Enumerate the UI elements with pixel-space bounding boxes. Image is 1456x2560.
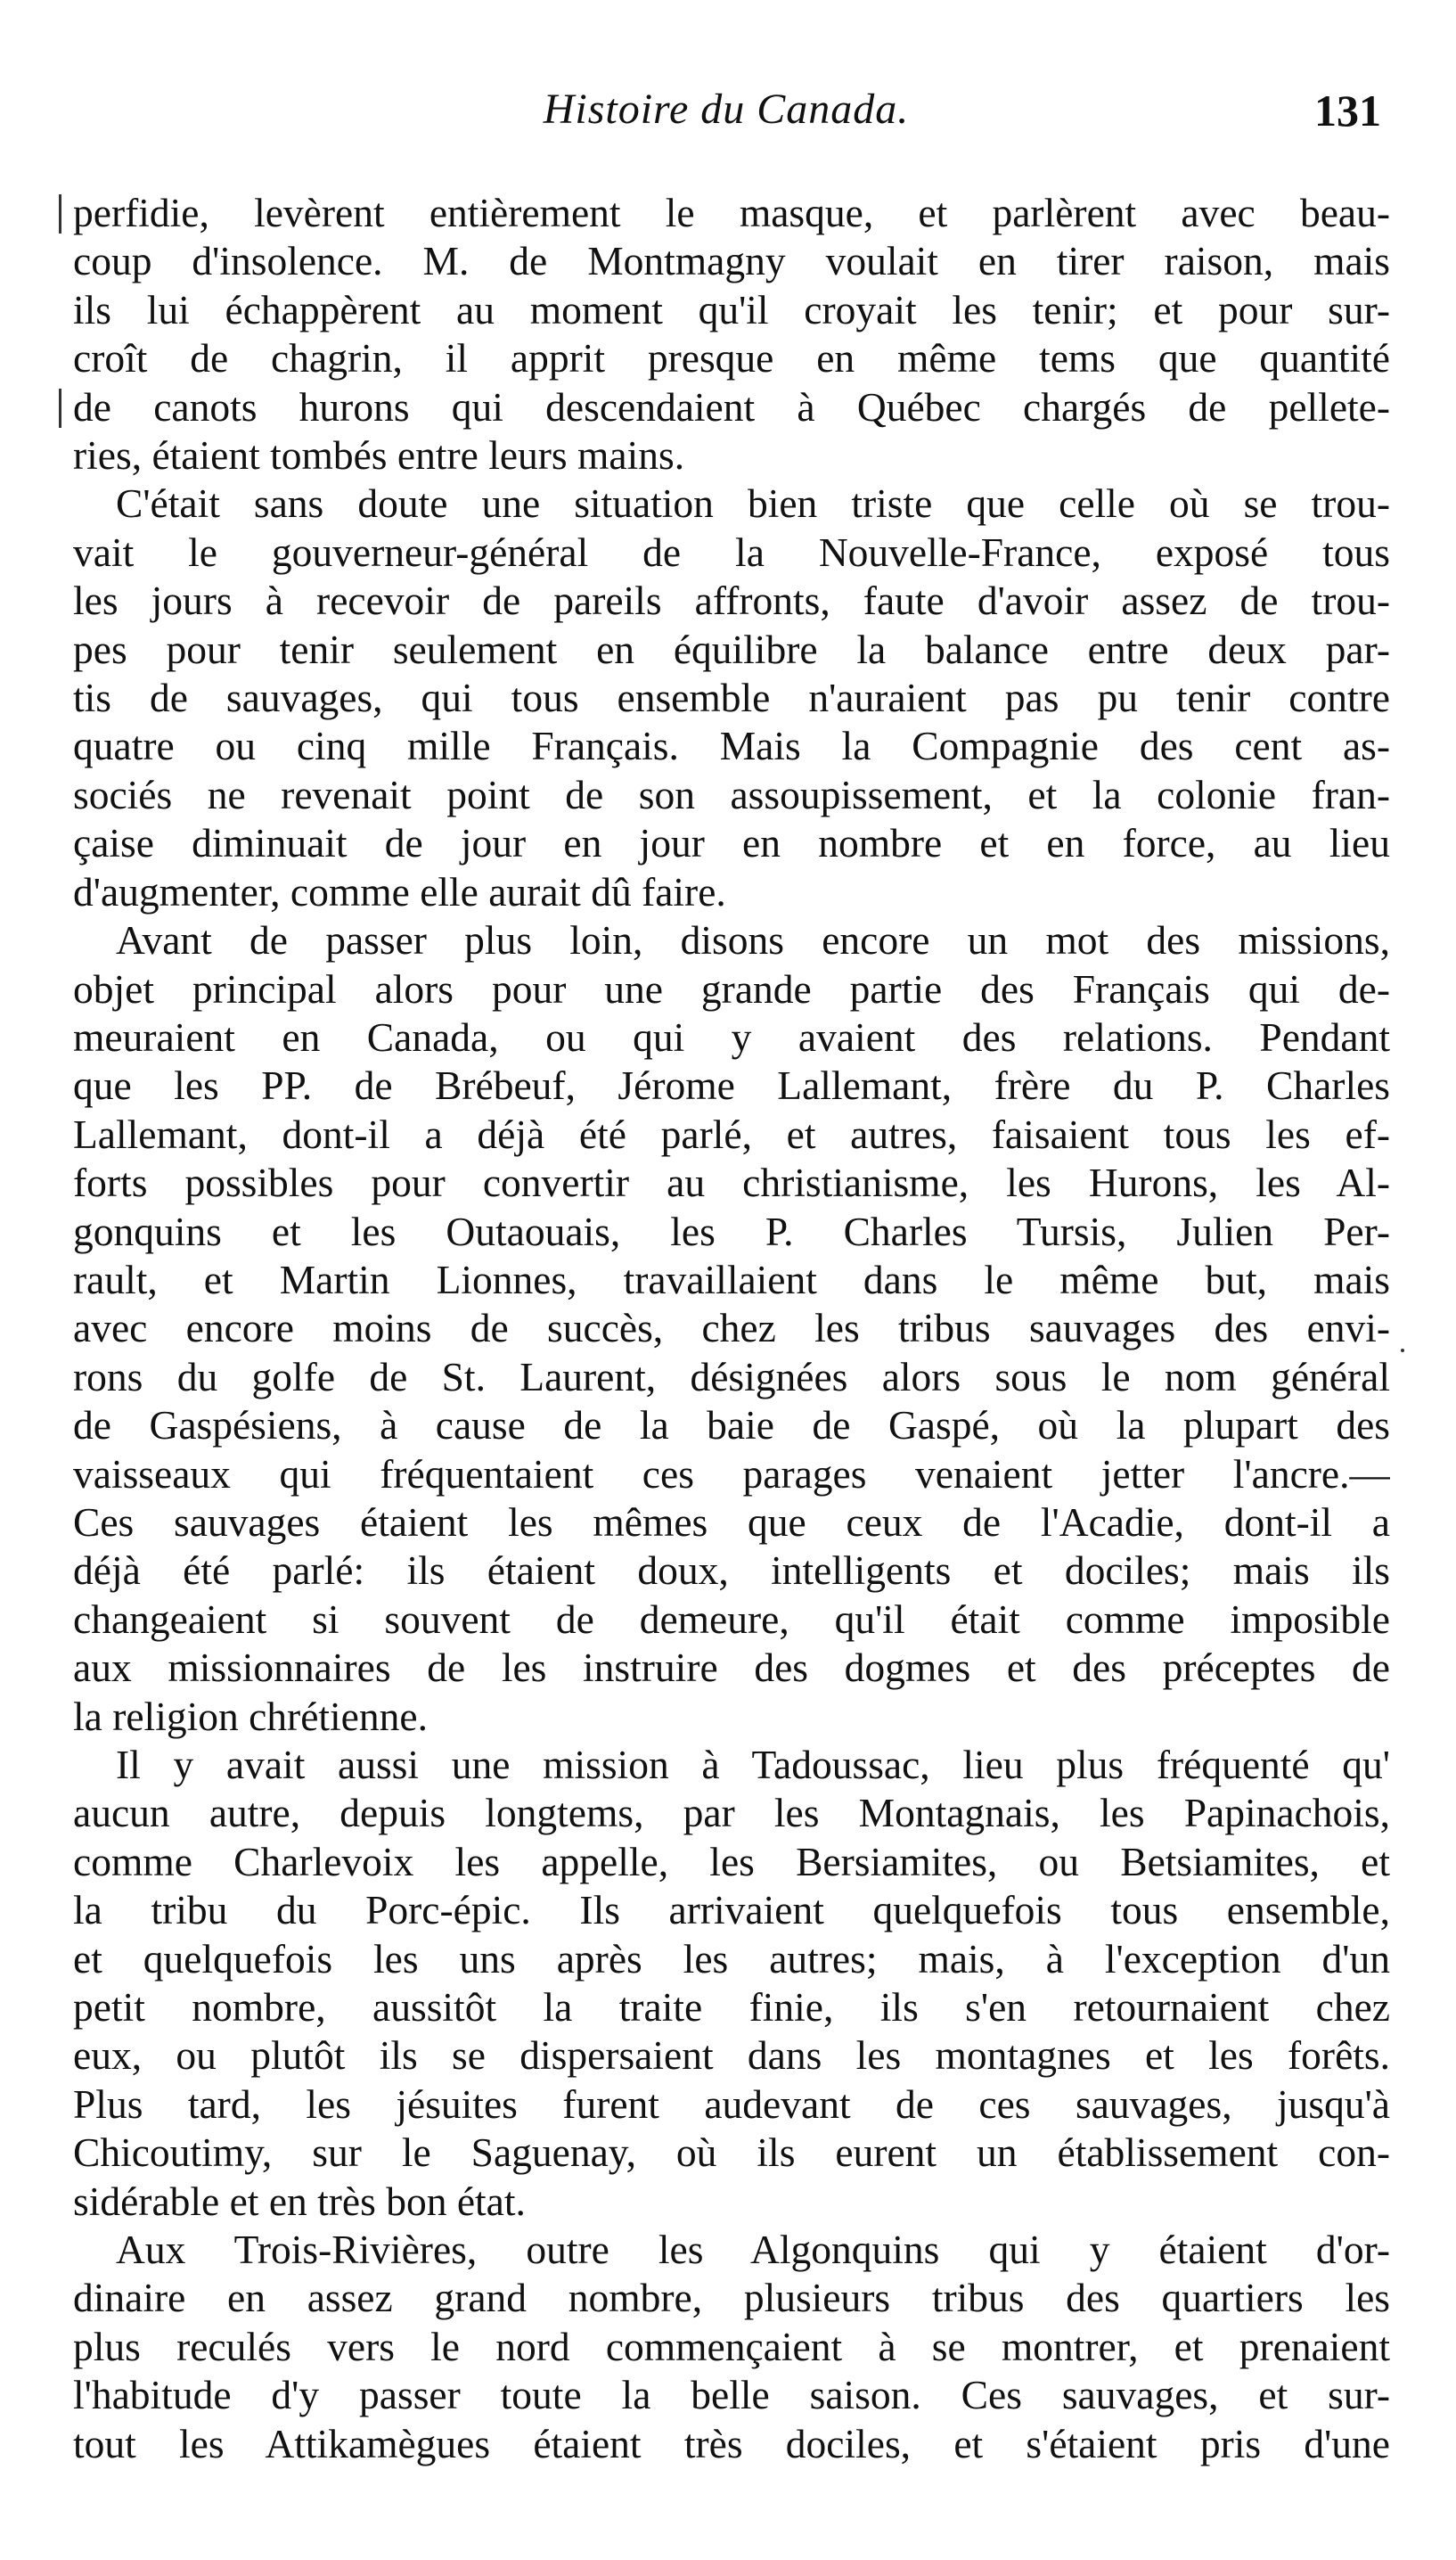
text-line: plus reculés vers le nord commençaient à se montrer, et prenaient [73,2323,1390,2369]
text-line: la tribu du Porc-épic. Ils arrivaient quelquefois tous ensemble, [73,1887,1390,1933]
text-line: tis de sauvages, qui tous ensemble n'auraient pas pu tenir contre [73,675,1390,721]
text-line: ries, étaient tombés entre leurs mains. [73,432,685,479]
text-line: que les PP. de Brébeuf, Jérome Lallemant, frère du P. Charles [73,1063,1390,1109]
text-line: rault, et Martin Lionnes, travaillaient dans le même but, mais [73,1256,1390,1302]
text-line: quatre ou cinq mille Français. Mais la Compagnie des cent as- [73,723,1390,769]
text-line: d'augmenter, comme elle aurait dû faire. [73,868,726,915]
text-line: aux missionnaires de les instruire des dogmes et des préceptes de [73,1645,1390,1691]
text-line: l'habitude d'y passer toute la belle saison. Ces sauvages, et sur- [73,2372,1390,2418]
text-line: coup d'insolence. M. de Montmagny voulait en tirer raison, mais [73,238,1390,284]
body-text [73,189,1390,2468]
text-line: Lallemant, dont-il a déjà été parlé, et autres, faisaient tous les ef- [73,1111,1390,1157]
text-line: avec encore moins de succès, chez les tribus sauvages des envi- [73,1305,1390,1351]
text-line: eux, ou plutôt ils se dispersaient dans les montagnes et les forêts. [73,2032,1390,2079]
text-line: comme Charlevoix les appelle, les Bersiamites, ou Betsiamites, et [73,1838,1390,1884]
text-line: sociés ne revenait point de son assoupissement, et la colonie fran- [73,771,1390,817]
running-title: Histoire du Canada. [543,86,910,133]
text-line: déjà été parlé: ils étaient doux, intelligents et dociles; mais ils [73,1547,1390,1594]
text-line: de Gaspésiens, à cause de la baie de Gaspé, où la plupart des [73,1402,1390,1448]
text-line: rons du golfe de St. Laurent, désignées alors sous le nom général [73,1353,1390,1399]
text-line: Il y avait aussi une mission à Tadoussac, lieu plus fréquenté qu' [116,1742,1390,1787]
text-line: objet principal alors pour une grande partie des Français qui de- [73,965,1390,1012]
text-line: les jours à recevoir de pareils affronts, faute d'avoir assez de trou- [73,578,1390,624]
text-line: aucun autre, depuis longtems, par les Montagnais, les Papinachois, [73,1790,1390,1836]
text-line: forts possibles pour convertir au christianisme, les Hurons, les Al- [73,1160,1390,1206]
text-line: changeaient si souvent de demeure, qu'il était comme imposible [73,1596,1390,1642]
text-line: çaise diminuait de jour en jour en nombre et en force, au lieu [73,820,1390,866]
text-line: ils lui échappèrent au moment qu'il croyait les tenir; et pour sur- [73,286,1390,332]
text-line: petit nombre, aussitôt la traite finie, ils s'en retournaient chez [73,1984,1390,2031]
margin-mark [59,389,61,428]
text-line: Avant de passer plus loin, disons encore un mot des missions, [116,917,1390,964]
text-line: Chicoutimy, sur le Saguenay, où ils eurent un établissement con- [73,2129,1390,2176]
text-line: perfidie, levèrent entièrement le masque, et parlèrent avec beau- [73,190,1390,235]
text-line: gonquins et les Outaouais, les P. Charles Tursis, Julien Per- [73,1208,1390,1254]
text-line: meuraient en Canada, ou qui y avaient des relations. Pendant [73,1013,1390,1060]
text-line: dinaire en assez grand nombre, plusieurs tribus des quartiers les [73,2275,1390,2321]
text-line: la religion chrétienne. [73,1693,428,1739]
text-line: croît de chagrin, il apprit presque en même tems que quantité [73,335,1390,382]
page-header [71,85,1381,147]
text-line: Plus tard, les jésuites furent audevant de ces sauvages, jusqu'à [73,2080,1390,2127]
text-line: sidérable et en très bon état. [73,2178,526,2224]
stray-dot [1401,1349,1404,1352]
text-line: vait le gouverneur-général de la Nouvelle-France, exposé tous [73,529,1390,575]
text-line: tout les Attikamègues étaient très dociles, et s'étaient pris d'une [73,2420,1390,2466]
margin-mark [59,194,61,234]
text-line: Ces sauvages étaient les mêmes que ceux de l'Acadie, dont-il a [73,1498,1390,1545]
text-line: de canots hurons qui descendaient à Québec chargés de pellete- [73,383,1390,430]
text-line: vaisseaux qui fréquentaient ces parages venaient jetter l'ancre.— [73,1450,1390,1497]
page-number: 131 [1314,86,1381,135]
text-line: C'était sans doute une situation bien triste que celle où se trou- [116,480,1390,527]
text-line: pes pour tenir seulement en équilibre la balance entre deux par- [73,626,1390,672]
text-line: et quelquefois les uns après les autres; mais, à l'exception d'un [73,1935,1390,1982]
text-line: Aux Trois-Rivières, outre les Algonquins qui y étaient d'or- [116,2227,1390,2273]
